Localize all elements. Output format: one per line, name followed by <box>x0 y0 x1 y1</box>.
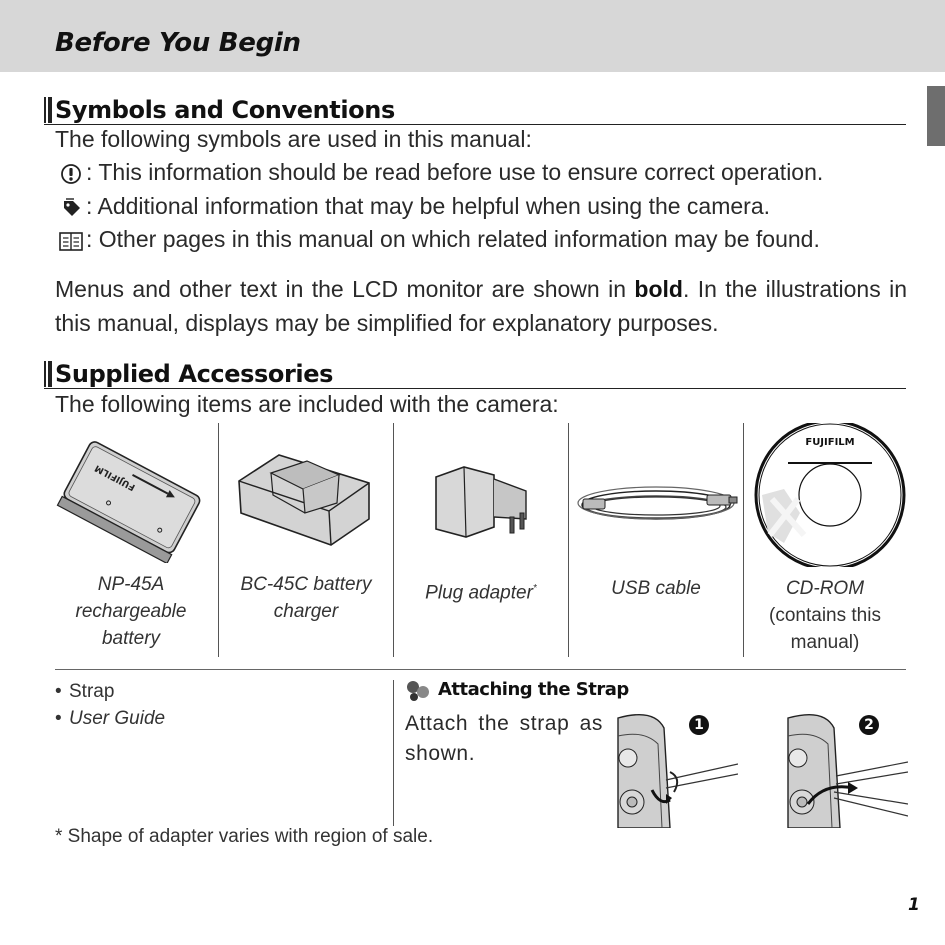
accessories-grid <box>44 423 906 657</box>
symbol-text-note: : Additional information that may be helpful when using the camera. <box>86 193 771 219</box>
accessories-heading-bar <box>44 360 906 389</box>
symbol-row-note <box>56 191 770 221</box>
para-text-2: . In the illustrations in this manual, displays may be simplified for explanatory purposes. <box>55 276 907 336</box>
strap-step1-illustration <box>614 708 738 828</box>
accessory-battery <box>44 423 218 657</box>
page-number: 1 <box>908 895 920 915</box>
symbol-text-caution: : This information should be read before use to ensure correct operation. <box>86 159 824 185</box>
caption-charger: BC-45C battery charger <box>240 574 372 622</box>
symbol-row-book <box>56 224 820 254</box>
step-2-badge: 2 <box>859 715 879 735</box>
caption-usb-cable: USB cable <box>611 578 701 599</box>
symbol-text-book: : Other pages in this manual on which related information may be found. <box>86 226 820 252</box>
battery-icon <box>44 433 218 563</box>
symbol-row-caution <box>56 157 823 187</box>
accessory-usb-cable <box>569 423 743 657</box>
plug-adapter-icon <box>394 433 568 563</box>
extra-item-user-guide: • User Guide <box>55 708 166 729</box>
note-icon <box>56 195 86 221</box>
tip-icon <box>405 680 433 702</box>
accessory-cd-rom <box>744 423 906 657</box>
tip-body: Attach the strap as shown. <box>405 712 603 765</box>
accessory-charger <box>219 423 393 657</box>
chapter-tab <box>927 86 945 146</box>
caption-cd-rom: CD-ROM (contains this manual) <box>744 575 906 656</box>
symbols-intro: The following symbols are used in this manual: <box>55 126 532 152</box>
strap-step2-illustration <box>784 708 908 828</box>
symbols-heading-bar <box>44 96 906 125</box>
caption-plug-adapter: Plug adapter* <box>425 582 537 604</box>
conventions-paragraph <box>55 272 907 340</box>
cd-rom-icon <box>744 423 906 567</box>
accessory-plug-adapter <box>394 423 568 657</box>
usb-cable-icon <box>569 433 743 563</box>
tip-title: Attaching the Strap <box>438 679 629 700</box>
cd-rom-note: (contains this manual) <box>769 605 881 653</box>
symbols-heading: Symbols and Conventions <box>55 96 395 124</box>
accessories-heading: Supplied Accessories <box>55 360 333 388</box>
charger-icon <box>219 433 393 563</box>
accessories-intro: The following items are included with the camera: <box>55 391 559 417</box>
caption-battery: NP-45A rechargeable battery <box>75 574 187 649</box>
caution-icon <box>56 161 86 187</box>
section-divider <box>55 669 906 670</box>
battery-logo: FUJIFILM <box>93 462 138 492</box>
cd-logo: FUJIFILM <box>805 437 855 448</box>
page-title: Before You Begin <box>55 28 301 58</box>
para-bold-word: bold <box>634 276 683 302</box>
column-divider <box>393 680 394 826</box>
extra-item-strap: • Strap <box>55 681 115 702</box>
book-icon <box>56 228 86 254</box>
step-1-badge: 1 <box>689 715 709 735</box>
footnote: * Shape of adapter varies with region of sale. <box>55 826 434 847</box>
para-text-1: Menus and other text in the LCD monitor are shown in <box>55 276 635 302</box>
